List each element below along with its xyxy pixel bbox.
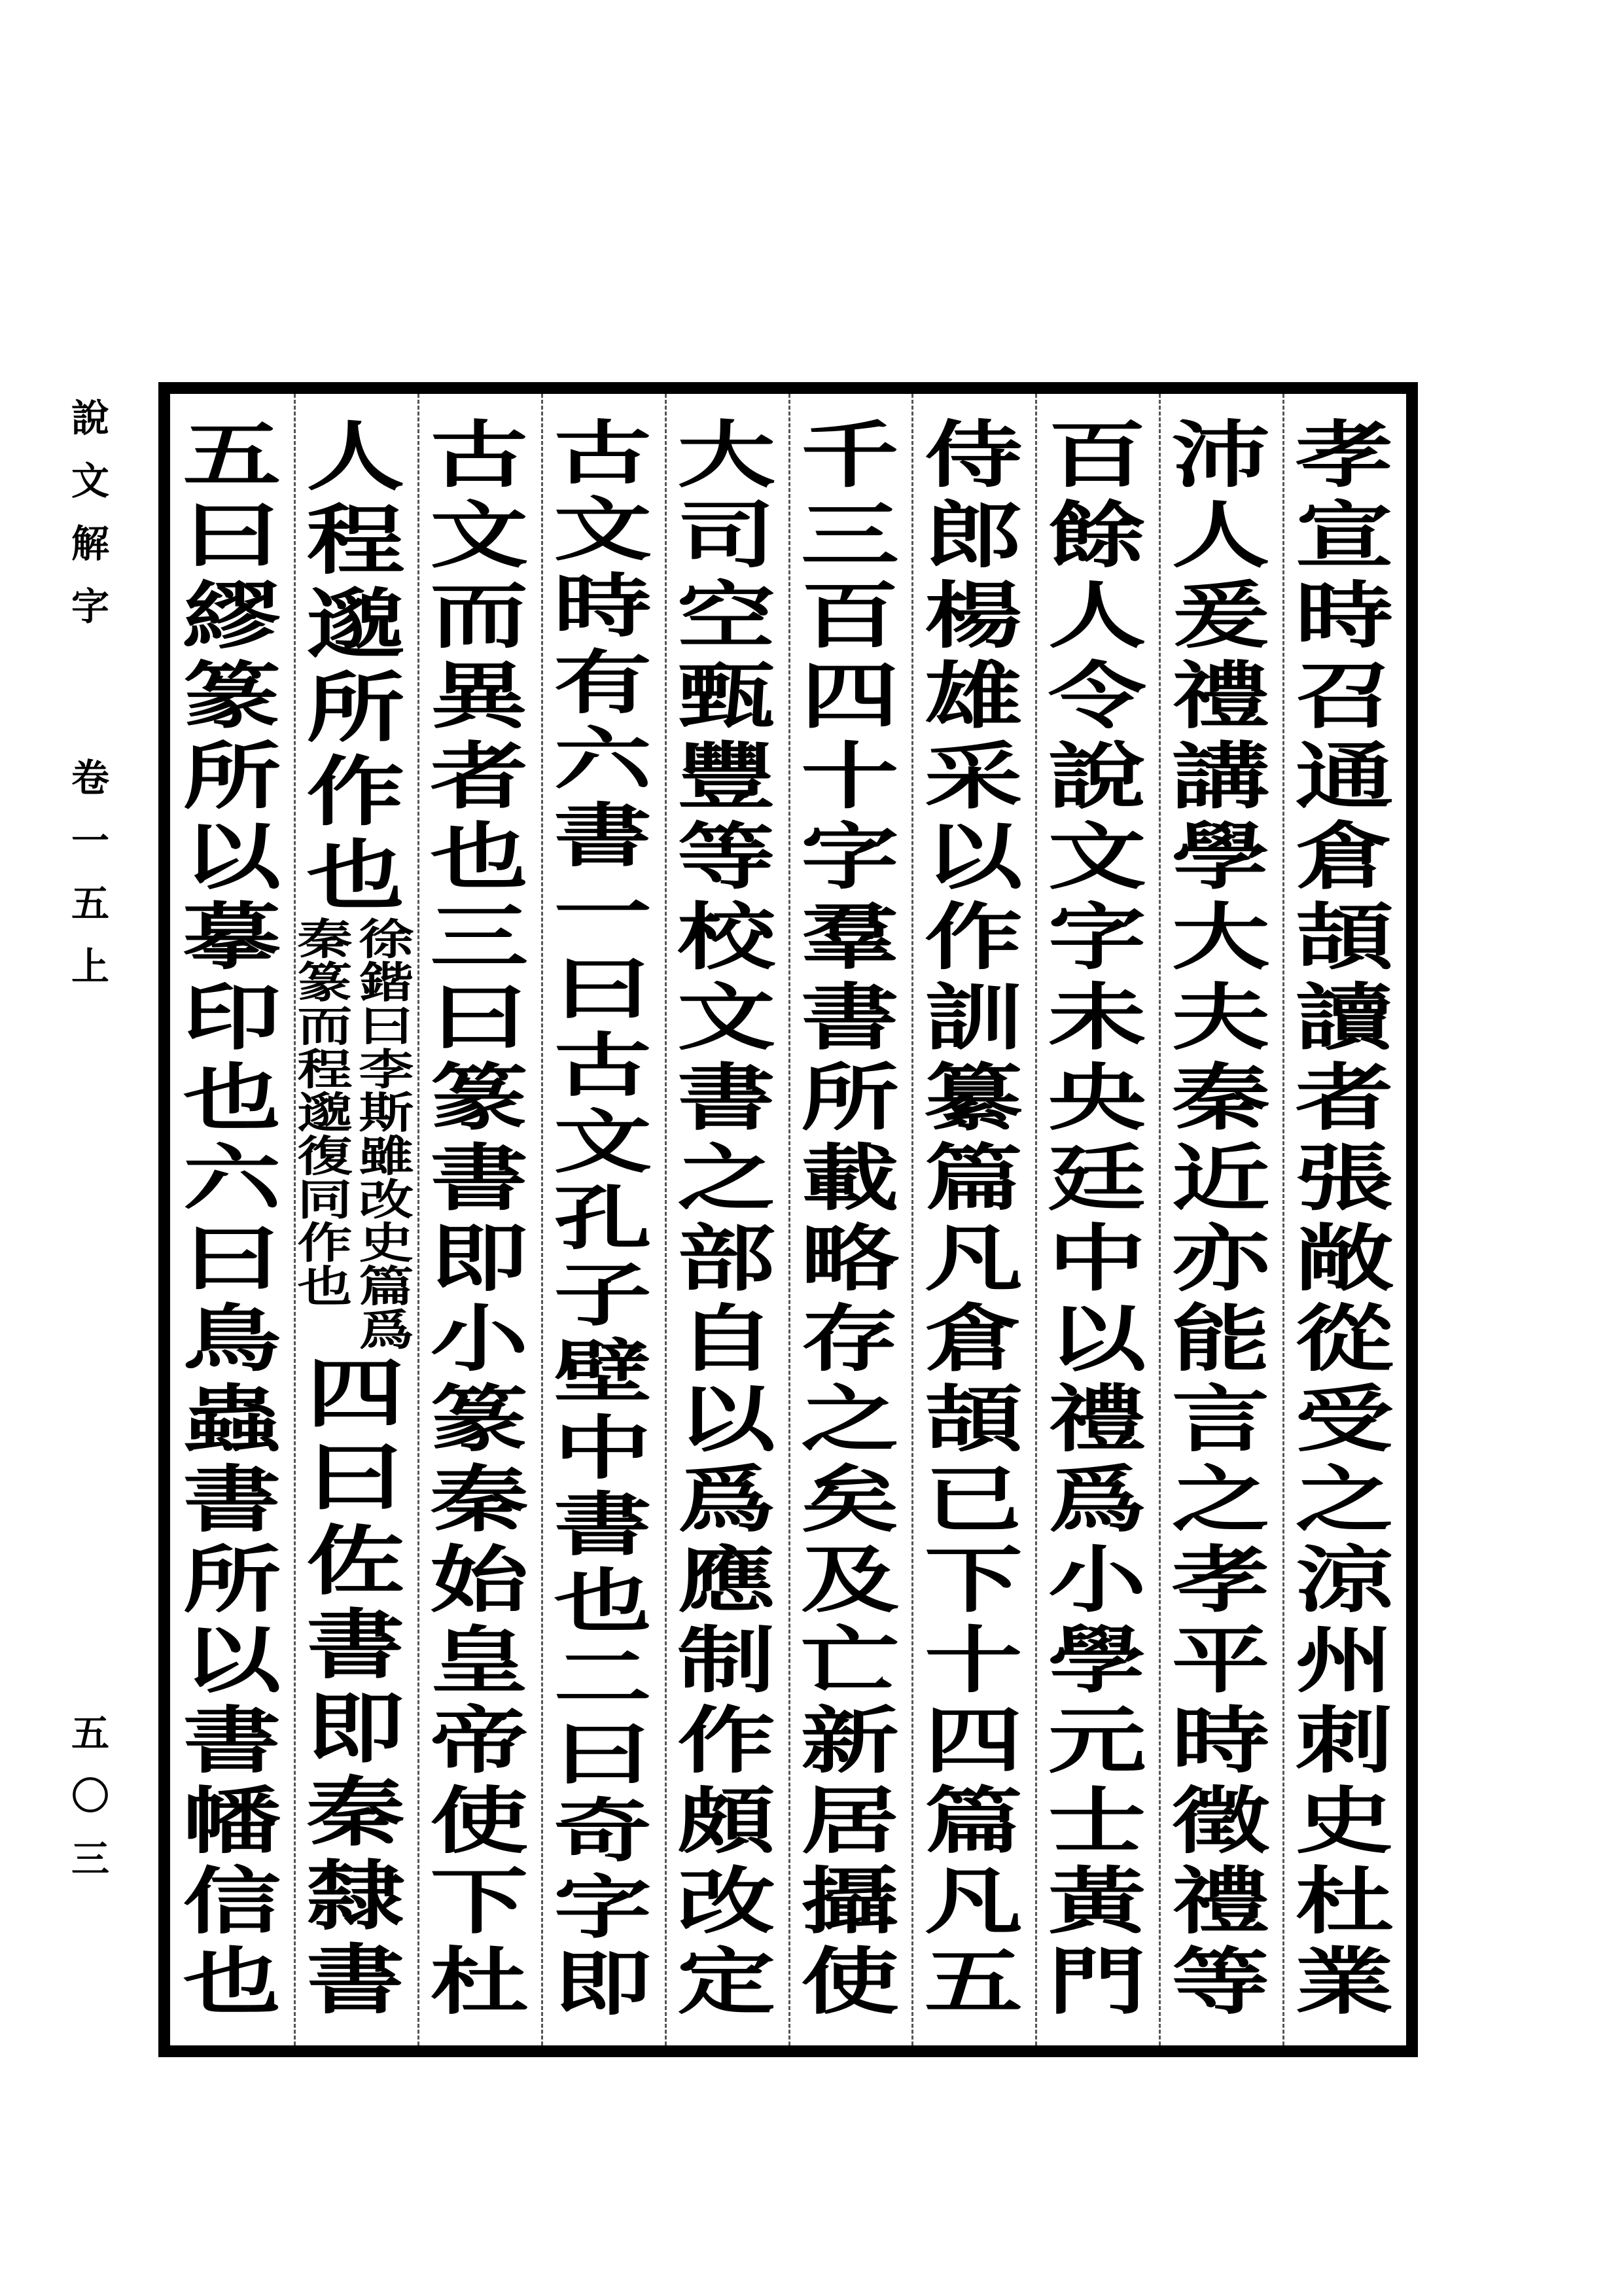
glyph: 令: [1048, 653, 1146, 739]
note-glyph: 李: [359, 1044, 414, 1095]
glyph: 存: [800, 1296, 899, 1382]
glyph: 文: [554, 1101, 652, 1183]
glyph: 作: [306, 747, 405, 837]
glyph: 餘: [1048, 493, 1146, 578]
glyph: 凡: [924, 1216, 1023, 1301]
glyph: 子: [554, 1254, 652, 1336]
glyph: 已: [924, 1457, 1023, 1542]
glyph: 曰: [183, 493, 281, 578]
glyph: 即: [306, 1684, 405, 1773]
note-glyph: 雖: [359, 1131, 414, 1181]
glyph: 士: [1048, 1778, 1146, 1864]
text-column-9: [292, 412, 418, 2024]
glyph: 門: [1048, 1939, 1146, 2024]
glyph: 大: [1171, 894, 1270, 980]
margin-page-char: 〇: [71, 1774, 109, 1818]
glyph: 一: [554, 872, 652, 953]
glyph: 古: [554, 1025, 652, 1106]
glyph: 亡: [800, 1617, 899, 1703]
glyph: 頗: [677, 1778, 776, 1864]
glyph: 讀: [1295, 974, 1394, 1061]
glyph: 以: [183, 814, 281, 900]
glyph: 通: [1295, 733, 1394, 819]
glyph: 篆: [430, 1055, 529, 1140]
glyph: 自: [677, 1296, 776, 1382]
glyph: 作: [677, 1698, 776, 1784]
glyph: 等: [1171, 1939, 1270, 2024]
note-glyph: 同: [297, 1174, 353, 1225]
glyph: 書: [430, 1135, 529, 1221]
glyph: 定: [677, 1939, 776, 2024]
glyph: 新: [800, 1698, 899, 1784]
glyph: 百: [800, 573, 899, 659]
glyph: 倉: [924, 1296, 1023, 1382]
glyph: 廷: [1048, 1135, 1146, 1221]
glyph: 及: [800, 1537, 899, 1623]
glyph: 頡: [924, 1376, 1023, 1462]
glyph: 中: [1048, 1216, 1146, 1301]
note-glyph: 作: [297, 1218, 353, 1268]
glyph: 繆: [183, 573, 281, 659]
glyph: 始: [430, 1537, 529, 1623]
glyph: 印: [183, 974, 281, 1061]
note-glyph: 爲: [359, 1304, 414, 1355]
margin-volume-label: [60, 756, 120, 1010]
glyph: 訓: [924, 974, 1023, 1061]
glyph: 沛: [1171, 412, 1270, 498]
glyph: 說: [1048, 733, 1146, 819]
glyph: 元: [1048, 1698, 1146, 1784]
glyph: 以: [677, 1376, 776, 1462]
glyph: 也: [430, 814, 529, 900]
glyph: 刺: [1295, 1698, 1394, 1784]
glyph: 古: [430, 412, 529, 498]
note-glyph: 徐: [359, 913, 414, 964]
glyph: 郎: [924, 493, 1023, 578]
glyph: 空: [677, 573, 776, 659]
glyph: 下: [430, 1858, 529, 1945]
note-glyph: 鍇: [359, 957, 414, 1008]
note-glyph: 秦: [297, 913, 353, 964]
glyph: 五: [183, 412, 281, 498]
glyph: 大: [677, 412, 776, 498]
glyph: 爲: [1048, 1457, 1146, 1542]
glyph: 古: [554, 412, 652, 494]
glyph: 央: [1048, 1055, 1146, 1140]
glyph: 略: [800, 1216, 899, 1301]
glyph: 所: [183, 733, 281, 819]
text-column-6: [663, 412, 789, 2024]
glyph: 所: [306, 663, 405, 753]
note-glyph: 篆: [297, 957, 353, 1008]
glyph: 以: [183, 1617, 281, 1703]
glyph: 字: [554, 1867, 652, 1949]
glyph: 侍: [924, 412, 1023, 498]
glyph: 以: [924, 814, 1023, 900]
glyph: 孝: [1171, 1537, 1270, 1623]
glyph: 亦: [1171, 1216, 1270, 1301]
glyph: 曰: [554, 1714, 652, 1795]
glyph: 文: [677, 974, 776, 1061]
glyph: 之: [800, 1376, 899, 1462]
glyph: 制: [677, 1617, 776, 1703]
glyph: 禮: [1048, 1376, 1146, 1462]
glyph: 張: [1295, 1135, 1394, 1221]
glyph: 近: [1171, 1135, 1270, 1221]
glyph: 曰: [554, 948, 652, 1030]
glyph: 文: [554, 489, 652, 571]
glyph: 四: [924, 1698, 1023, 1784]
glyph: 業: [1295, 1939, 1394, 2024]
glyph: 也: [183, 1939, 281, 2024]
glyph: 二: [554, 1637, 652, 1719]
glyph: 甄: [677, 653, 776, 739]
note-glyph: 斯: [359, 1087, 414, 1138]
glyph: 時: [554, 565, 652, 647]
glyph: 中: [554, 1407, 652, 1489]
glyph: 所: [800, 1055, 899, 1140]
glyph: 即: [430, 1216, 529, 1301]
glyph: 字: [1048, 894, 1146, 980]
glyph: 作: [924, 894, 1023, 980]
text-column-3: [1034, 412, 1160, 2024]
glyph: 也: [306, 831, 405, 921]
margin-title-char: 解: [71, 521, 109, 566]
text-column-5: [787, 412, 913, 2024]
glyph: 秦: [306, 1768, 405, 1857]
glyph: 等: [677, 814, 776, 900]
glyph: 秦: [430, 1457, 529, 1542]
glyph: 司: [677, 493, 776, 578]
note-glyph: 曰: [359, 1000, 414, 1051]
glyph: 三: [800, 493, 899, 578]
glyph: 即: [554, 1943, 652, 2025]
glyph: 鳥: [183, 1296, 281, 1382]
glyph: 曰: [430, 974, 529, 1061]
glyph: 書: [183, 1698, 281, 1784]
glyph: 倉: [1295, 814, 1394, 900]
glyph: 書: [677, 1055, 776, 1140]
glyph: 禮: [1171, 653, 1270, 739]
glyph: 召: [1295, 653, 1394, 739]
note-glyph: 邈: [297, 1087, 353, 1138]
glyph: 三: [430, 894, 529, 980]
glyph: 講: [1171, 733, 1270, 819]
glyph: 小: [430, 1296, 529, 1382]
glyph: 之: [677, 1135, 776, 1221]
glyph: 而: [430, 573, 529, 659]
glyph: 爲: [677, 1457, 776, 1542]
glyph: 人: [306, 412, 405, 501]
glyph: 應: [677, 1537, 776, 1623]
text-column-7: [540, 412, 665, 2025]
margin-juan-char: 五: [71, 881, 109, 926]
glyph: 人: [1171, 493, 1270, 578]
glyph: 者: [430, 733, 529, 819]
glyph: 篇: [924, 1778, 1023, 1864]
glyph: 千: [800, 412, 899, 498]
glyph: 杜: [1295, 1858, 1394, 1945]
margin-page-char: 三: [71, 1837, 109, 1881]
glyph: 學: [1048, 1617, 1146, 1703]
glyph: 書: [306, 1600, 405, 1689]
glyph: 矣: [800, 1457, 899, 1542]
margin-juan-char: 一: [71, 819, 109, 863]
glyph: 之: [1171, 1457, 1270, 1542]
glyph: 杜: [430, 1939, 529, 2024]
glyph: 壁: [554, 1331, 652, 1413]
glyph: 六: [183, 1135, 281, 1221]
glyph: 五: [924, 1939, 1023, 2024]
margin-page-number: [60, 1711, 120, 1903]
commentary-note: [296, 913, 415, 1355]
glyph: 夫: [1171, 974, 1270, 1061]
margin-book-title: [60, 396, 120, 650]
glyph: 受: [1295, 1376, 1394, 1462]
glyph: 者: [1295, 1055, 1394, 1140]
glyph: 也: [183, 1055, 281, 1140]
glyph: 敞: [1295, 1216, 1394, 1301]
glyph: 改: [677, 1858, 776, 1945]
glyph: 宣: [1295, 493, 1394, 578]
glyph: 有: [554, 642, 652, 724]
glyph: 小: [1048, 1537, 1146, 1623]
glyph: 雄: [924, 653, 1023, 739]
glyph: 十: [800, 733, 899, 819]
text-column-10: [169, 412, 294, 2024]
glyph: 使: [800, 1939, 899, 2024]
glyph: 幡: [183, 1778, 281, 1864]
glyph: 禮: [1171, 1858, 1270, 1945]
glyph: 也: [554, 1561, 652, 1642]
glyph: 下: [924, 1537, 1023, 1623]
glyph: 以: [1048, 1296, 1146, 1382]
glyph: 黃: [1048, 1858, 1146, 1945]
glyph: 曰: [306, 1432, 405, 1522]
glyph: 采: [924, 733, 1023, 819]
text-column-1: [1282, 412, 1407, 2024]
glyph: 四: [306, 1349, 405, 1438]
glyph: 佐: [306, 1516, 405, 1606]
glyph: 言: [1171, 1376, 1270, 1462]
glyph: 奇: [554, 1790, 652, 1872]
glyph: 州: [1295, 1617, 1394, 1703]
text-column-2: [1158, 412, 1284, 2024]
glyph: 六: [554, 718, 652, 800]
glyph: 纂: [924, 1055, 1023, 1140]
glyph: 帝: [430, 1698, 529, 1784]
glyph: 摹: [183, 894, 281, 980]
glyph: 異: [430, 653, 529, 739]
glyph: 豐: [677, 733, 776, 819]
glyph: 文: [430, 493, 529, 578]
glyph: 文: [1048, 814, 1146, 900]
glyph: 時: [1171, 1698, 1270, 1784]
glyph: 書: [554, 795, 652, 877]
glyph: 能: [1171, 1296, 1270, 1382]
glyph: 篆: [183, 653, 281, 739]
glyph: 凡: [924, 1858, 1023, 1945]
glyph: 百: [1048, 412, 1146, 498]
glyph: 書: [306, 1935, 405, 2024]
glyph: 平: [1171, 1617, 1270, 1703]
margin-juan-char: 上: [71, 944, 109, 989]
text-column-8: [416, 412, 542, 2024]
glyph: 徵: [1171, 1778, 1270, 1864]
glyph: 攝: [800, 1858, 899, 1945]
glyph: 未: [1048, 974, 1146, 1061]
glyph: 史: [1295, 1778, 1394, 1864]
glyph: 楊: [924, 573, 1023, 659]
glyph: 曰: [183, 1216, 281, 1301]
glyph: 時: [1295, 573, 1394, 659]
text-frame: [158, 382, 1418, 2057]
glyph: 書: [800, 974, 899, 1061]
glyph: 爰: [1171, 573, 1270, 659]
glyph: 涼: [1295, 1537, 1394, 1623]
text-column-4: [911, 412, 1036, 2024]
glyph: 信: [183, 1858, 281, 1945]
margin-title-char: 說: [71, 396, 109, 440]
glyph: 孔: [554, 1178, 652, 1260]
glyph: 十: [924, 1617, 1023, 1703]
glyph: 篆: [430, 1376, 529, 1462]
glyph: 使: [430, 1778, 529, 1864]
margin-juan-char: 卷: [71, 756, 109, 800]
glyph: 程: [306, 496, 405, 585]
glyph: 部: [677, 1216, 776, 1301]
glyph: 邈: [306, 580, 405, 669]
margin-page-char: 五: [71, 1711, 109, 1756]
glyph: 孝: [1295, 412, 1394, 498]
glyph: 秦: [1171, 1055, 1270, 1140]
glyph: 頡: [1295, 894, 1394, 980]
glyph: 居: [800, 1778, 899, 1864]
glyph: 隸: [306, 1852, 405, 1941]
glyph: 蟲: [183, 1376, 281, 1462]
note-glyph: 而: [297, 1000, 353, 1051]
glyph: 從: [1295, 1296, 1394, 1382]
commentary-line-1: [357, 913, 415, 1355]
note-glyph: 史: [359, 1218, 414, 1268]
glyph: 字: [800, 814, 899, 900]
margin-title-char: 文: [71, 459, 109, 503]
glyph: 篇: [924, 1135, 1023, 1221]
glyph: 校: [677, 894, 776, 980]
note-glyph: 程: [297, 1044, 353, 1095]
margin-title-char: 字: [71, 584, 109, 629]
glyph: 書: [183, 1457, 281, 1542]
glyph: 羣: [800, 894, 899, 980]
commentary-line-2: [296, 913, 353, 1351]
note-glyph: 篇: [359, 1261, 414, 1312]
glyph: 之: [1295, 1457, 1394, 1542]
glyph: 書: [554, 1484, 652, 1566]
note-glyph: 改: [359, 1174, 414, 1225]
note-glyph: 復: [297, 1131, 353, 1181]
glyph: 學: [1171, 814, 1270, 900]
glyph: 載: [800, 1135, 899, 1221]
note-glyph: 也: [297, 1261, 353, 1312]
glyph: 所: [183, 1537, 281, 1623]
glyph: 人: [1048, 573, 1146, 659]
glyph: 皇: [430, 1617, 529, 1703]
glyph: 四: [800, 653, 899, 739]
